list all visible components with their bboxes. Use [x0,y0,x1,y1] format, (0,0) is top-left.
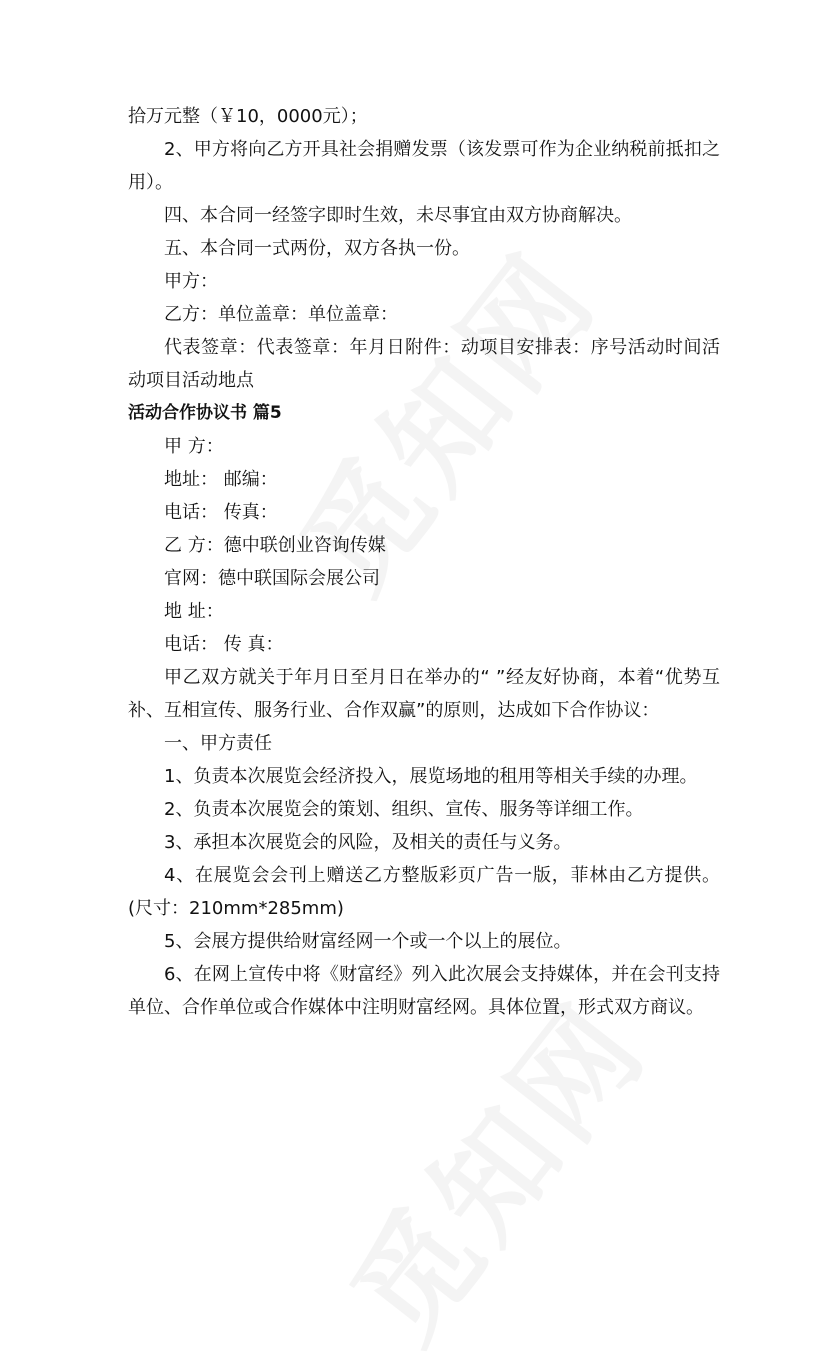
paragraph: 5、会展方提供给财富经网一个或一个以上的展位。 [164,931,572,952]
document-body [128,100,720,1024]
paragraph: 6、在网上宣传中将《财富经》列入此次展会支持媒体，并在会刊支持单位、合作单位或合作媒体中注明财富经网。具体位置，形式双方商议。 [128,964,720,1018]
paragraph: 地 址： [164,601,224,622]
paragraph: 拾万元整（￥10，0000元）； [128,106,368,127]
paragraph: 一、甲方责任 [164,733,272,754]
paragraph: 电话： 传真： [164,502,278,523]
paragraph: 甲乙双方就关于年月日至月日在举办的“ ”经友好协商，本着“优势互补、互相宣传、服务行业、合作双赢”的原则，达成如下合作协议： [128,667,720,721]
paragraph: 电话： 传 真： [164,634,284,655]
paragraph: 3、承担本次展览会的风险，及相关的责任与义务。 [164,832,572,853]
paragraph: 甲方： [164,271,218,292]
paragraph: 五、本合同一式两份，双方各执一份。 [164,238,470,259]
paragraph: 地址： 邮编： [164,469,278,490]
paragraph: 甲 方： [164,436,224,457]
paragraph: 1、负责本次展览会经济投入，展览场地的租用等相关手续的办理。 [164,766,698,787]
paragraph: 代表签章：代表签章：年月日附件：动项目安排表：序号活动时间活动项目活动地点 [128,337,720,391]
paragraph: 2、甲方将向乙方开具社会捐赠发票（该发票可作为企业纳税前抵扣之用）。 [128,139,720,193]
paragraph: 官网：德中联国际会展公司 [164,568,380,589]
paragraph: 四、本合同一经签字即时生效，未尽事宜由双方协商解决。 [164,205,632,226]
section-heading: 活动合作协议书 篇5 [128,403,282,423]
paragraph: 4、在展览会会刊上赠送乙方整版彩页广告一版，菲林由乙方提供。(尺寸：210mm*285mm) [128,865,720,919]
paragraph: 乙方：单位盖章：单位盖章： [164,304,398,325]
paragraph: 乙 方：德中联创业咨询传媒 [164,535,386,556]
paragraph: 2、负责本次展览会的策划、组织、宣传、服务等详细工作。 [164,799,644,820]
